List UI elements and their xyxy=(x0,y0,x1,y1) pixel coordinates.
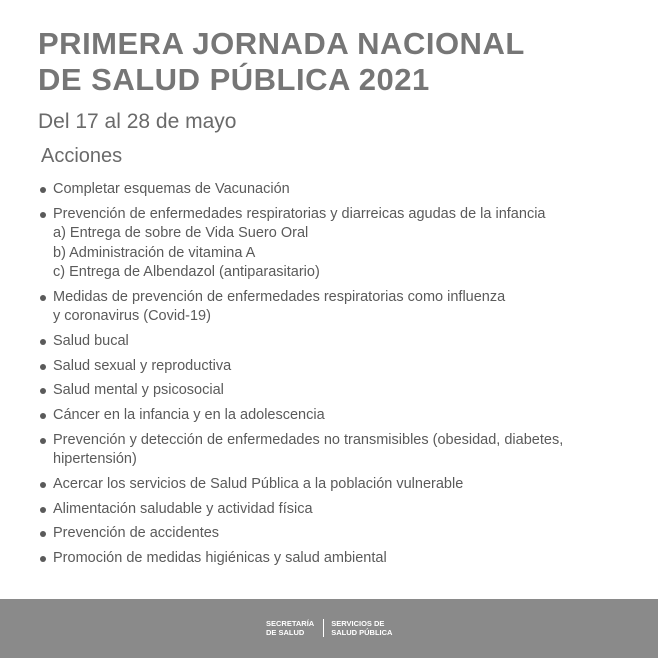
bullet-icon xyxy=(40,531,46,537)
title-line-2: DE SALUD PÚBLICA 2021 xyxy=(38,62,430,97)
bullet-icon xyxy=(40,212,46,218)
page-title xyxy=(38,26,525,98)
action-item-text: c) Entrega de Albendazol (antiparasitario) xyxy=(53,264,320,281)
action-item xyxy=(38,357,563,377)
title-line-1: PRIMERA JORNADA NACIONAL xyxy=(38,26,525,61)
action-item xyxy=(38,549,563,569)
action-item xyxy=(38,332,563,352)
action-item xyxy=(38,475,563,495)
logo-secretaria-line: SECRETARÍA xyxy=(266,619,315,628)
action-item-text: Medidas de prevención de enfermedades respiratorias como influenza xyxy=(53,288,506,305)
actions-list xyxy=(38,180,563,574)
logo-secretaria xyxy=(266,619,314,637)
bullet-icon xyxy=(40,388,46,394)
action-item xyxy=(38,500,563,520)
action-item-text: Salud sexual y reproductiva xyxy=(53,357,232,374)
logo-servicios xyxy=(331,619,392,637)
action-item-text: Cáncer en la infancia y en la adolescencia xyxy=(53,407,325,424)
action-item xyxy=(38,205,563,283)
bullet-icon xyxy=(40,556,46,562)
action-item-text: hipertensión) xyxy=(53,451,137,468)
bullet-icon xyxy=(40,187,46,193)
action-item xyxy=(38,524,563,544)
action-item-text: a) Entrega de sobre de Vida Suero Oral xyxy=(53,225,309,242)
footer-bar xyxy=(0,599,658,658)
logo-secretaria-line: DE SALUD xyxy=(266,628,305,637)
bullet-icon xyxy=(40,438,46,444)
bullet-icon xyxy=(40,507,46,513)
logo-servicios-line: SERVICIOS DE xyxy=(331,619,385,628)
footer-logo xyxy=(266,619,392,637)
bullet-icon xyxy=(40,482,46,488)
action-item xyxy=(38,180,563,200)
bullet-icon xyxy=(40,413,46,419)
bullet-icon xyxy=(40,364,46,370)
action-item-text: Promoción de medidas higiénicas y salud ambiental xyxy=(53,550,387,567)
action-item-text: Prevención y detección de enfermedades no transmisibles (obesidad, diabetes, xyxy=(53,431,564,448)
action-item-text: y coronavirus (Covid-19) xyxy=(53,308,211,325)
action-item xyxy=(38,406,563,426)
action-item-text: Salud bucal xyxy=(53,333,129,350)
action-item xyxy=(38,381,563,401)
bullet-icon xyxy=(40,339,46,345)
logo-divider xyxy=(323,619,324,637)
action-item-text: Prevención de enfermedades respiratorias y diarreicas agudas de la infancia xyxy=(53,205,546,222)
action-item-text: Prevención de accidentes xyxy=(53,525,220,542)
action-item-text: Alimentación saludable y actividad física xyxy=(53,500,313,517)
action-item xyxy=(38,431,563,470)
action-item-text: b) Administración de vitamina A xyxy=(53,244,256,261)
bullet-icon xyxy=(40,295,46,301)
action-item-text: Acercar los servicios de Salud Pública a la población vulnerable xyxy=(53,476,464,492)
section-heading: Acciones xyxy=(41,145,123,167)
logo-servicios-line: SALUD PÚBLICA xyxy=(331,628,393,637)
action-item xyxy=(38,288,563,327)
event-dates: Del 17 al 28 de mayo xyxy=(38,110,237,133)
action-item-text: Salud mental y psicosocial xyxy=(53,382,224,399)
action-item-text: Completar esquemas de Vacunación xyxy=(53,181,290,197)
